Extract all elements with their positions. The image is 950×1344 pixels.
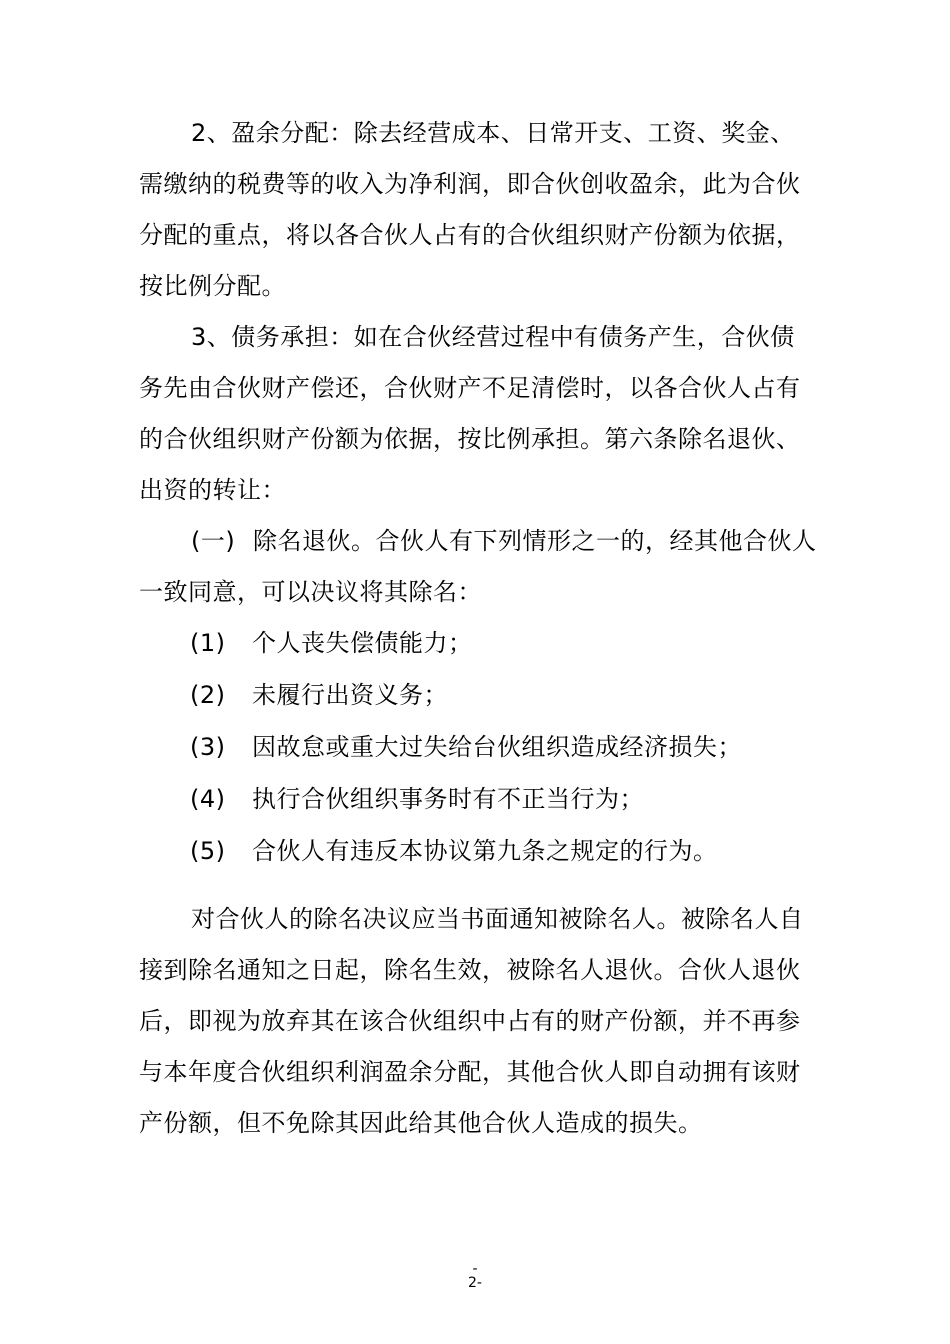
paragraph-profit-distribution: 2、盈余分配：除去经营成本、日常开支、工资、奖金、需缴纳的税费等的收入为净利润，即合伙创收盈余，此为合伙分配的重点，将以各合伙人占有的合伙组织财产份额为依据，按比例分配。 xyxy=(139,119,801,300)
page-number: 2- xyxy=(468,1275,482,1291)
list-number: (1) xyxy=(190,629,226,657)
list-text: 未履行出资义务； xyxy=(252,681,448,709)
list-number: (4) xyxy=(190,785,226,813)
paragraph-debt-bearing: 3、债务承担：如在合伙经营过程中有债务产生，合伙债务先由合伙财产偿还，合伙财产不足清偿时，以各合伙人占有的合伙组织财产份额为依据，按比例承担。第六条除名退伙、出资的转让： xyxy=(139,323,801,504)
list-number: (3) xyxy=(190,733,226,761)
section-text: 除名退伙。合伙人有下列情形之一的，经其他合伙人一致同意，可以决议将其除名： xyxy=(139,527,817,606)
list-item xyxy=(190,826,810,877)
footer-dash: - xyxy=(472,1261,478,1277)
paragraph-expulsion-notice: 对合伙人的除名决议应当书面通知被除名人。被除名人自接到除名通知之日起，除名生效，被除名人退伙。合伙人退伙后，即视为放弃其在该合伙组织中占有的财产份额，并不再参与本年度合伙组织利润盈余分配，其他合伙人即自动拥有该财产份额，但不免除其因此给其他合伙人造成的损失。 xyxy=(139,905,804,1137)
list-text: 执行合伙组织事务时有不正当行为； xyxy=(252,785,644,813)
list-item xyxy=(190,774,810,825)
list-text: 个人丧失偿债能力； xyxy=(252,629,473,657)
list-item xyxy=(190,670,810,721)
list-item xyxy=(190,722,810,773)
list-text: 因故怠或重大过失给台伙组织造成经济损失； xyxy=(252,733,742,761)
paragraph-expulsion xyxy=(139,516,819,618)
list-number: (5) xyxy=(190,837,226,865)
section-number: (一) xyxy=(191,527,236,555)
list-item xyxy=(190,618,810,669)
list-text: 合伙人有违反本协议第九条之规定的行为。 xyxy=(252,837,718,865)
list-number: (2) xyxy=(190,681,226,709)
